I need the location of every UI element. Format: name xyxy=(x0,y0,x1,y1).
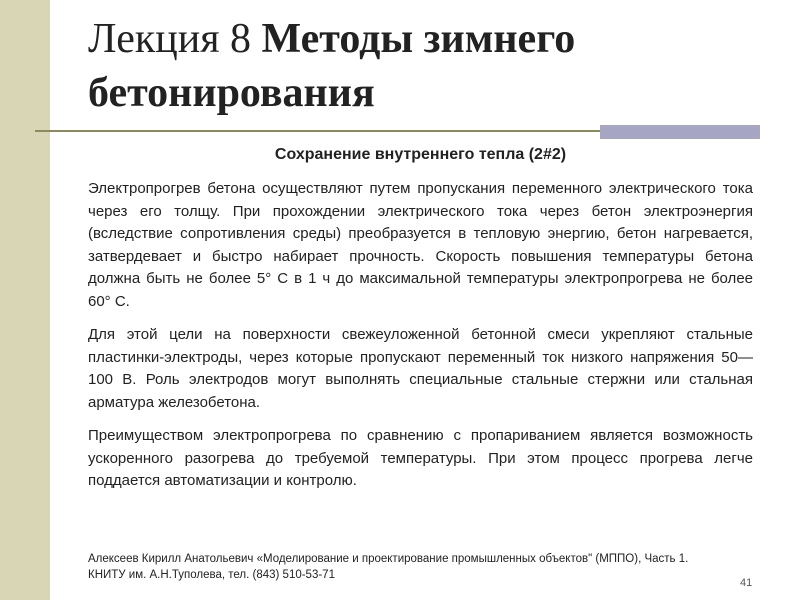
body-paragraph: Для этой цели на поверхности свежеуложенной бетонной смеси укрепляют стальные пластинки-электроды, через которые пропускают переменный ток низкого напряжения 50—100 В. Роль электродов могут выполнять специальные стальные стержни или стальная арматура железобетона. xyxy=(88,326,753,411)
page-number: 41 xyxy=(740,577,753,589)
left-decorative-band xyxy=(0,0,50,600)
slide-body xyxy=(88,178,753,504)
slide-title-plain: Лекция 8 xyxy=(88,16,262,62)
footer-line-author: Алексеев Кирилл Анатольевич «Моделирование и проектирование промышленных объектов" (МППО), Часть 1. xyxy=(88,553,689,565)
slide-title xyxy=(88,12,778,120)
body-paragraph: Преимуществом электропрогрева по сравнению с пропариванием является возможность ускоренного разогрева до требуемой температуры. При этом процесс прогрева легче поддается автоматизации и контролю. xyxy=(88,427,753,489)
title-divider-line xyxy=(35,130,600,132)
slide-subtitle: Сохранение внутреннего тепла (2#2) xyxy=(274,146,567,163)
title-divider-bar xyxy=(600,125,760,139)
footer-line-contact: КНИТУ им. А.Н.Туполева, тел. (843) 510-53-71 xyxy=(88,569,335,581)
slide-footer xyxy=(88,551,748,583)
slide-title-bold: Методы зимнего бетонирования xyxy=(88,16,576,116)
body-paragraph: Электропрогрев бетона осуществляют путем пропускания переменного электрического тока через его толщу. При прохождении электрического тока через бетон электроэнергия (вследствие сопротивления среды) преобразуется в тепловую энергию, бетон нагревается, затвердевает и быстро набирает прочность. Скорость повышения температуры бетона должна быть не более 5° С в 1 ч до максимальной температуры электропрогрева не более 60° С. xyxy=(88,180,753,310)
